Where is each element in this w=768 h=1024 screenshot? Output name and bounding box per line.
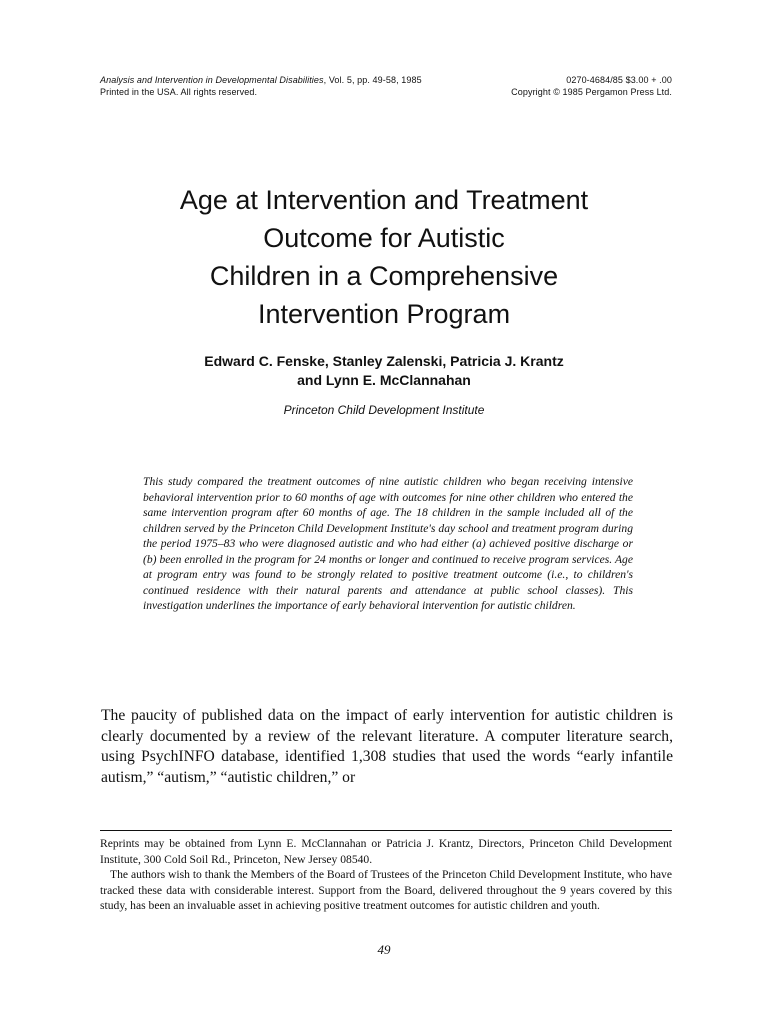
journal-name: Analysis and Intervention in Developmental Disabilities xyxy=(100,75,324,85)
title-line: Intervention Program xyxy=(257,299,511,329)
body-paragraph: The paucity of published data on the impact of early intervention for autistic children is clearly documented by a review of the relevant literature. A computer literature search, using PsychINFO database, identified 1,308 studies that used the words “early infantile autism,” “autism,” “autistic children,” or xyxy=(101,707,673,786)
page-number: 49 xyxy=(377,942,391,957)
journal-volume-details: , Vol. 5, pp. 49-58, 1985 xyxy=(323,75,422,85)
reprints-footnote: Reprints may be obtained from Lynn E. McClannahan or Patricia J. Krantz, Directors, Princeton Child Development Institute, 300 Cold Soil Rd., Princeton, New Jersey 08540. xyxy=(100,837,672,866)
title-line: Age at Intervention and Treatment xyxy=(179,185,589,215)
article-code: 0270-4684/85 $3.00 + .00 xyxy=(566,75,672,85)
printed-notice: Printed in the USA. All rights reserved. xyxy=(100,87,258,97)
abstract-text: This study compared the treatment outcomes of nine autistic children who began receiving intensive behavioral intervention prior to 60 months of age with outcomes for nine other children who entered the same intervention program after 60 months of age. The 18 children in the sample included all of the children served by the Princeton Child Development Institute's day school and treatment program during the period 1975–83 who were diagnosed autistic and who had either (a) achieved positive discharge or (b) been enrolled in the program for 24 months or longer and continued to receive program services. Age at program entry was found to be strongly related to positive treatment outcome (i.e., to children's continued residence with their natural parents and attendance at public school classes). This investigation underlines the importance of early behavioral intervention for autistic children. xyxy=(143,475,633,612)
author-line: and Lynn E. McClannahan xyxy=(297,372,471,388)
footnote-divider xyxy=(100,830,672,831)
copyright-notice: Copyright © 1985 Pergamon Press Ltd. xyxy=(511,87,672,97)
article-title xyxy=(84,181,684,333)
body-section xyxy=(101,706,673,788)
title-line: Children in a Comprehensive xyxy=(209,261,559,291)
title-line: Outcome for Autistic xyxy=(263,223,505,253)
affiliation: Princeton Child Development Institute xyxy=(283,403,485,417)
publisher-info xyxy=(432,74,672,98)
author-line: Edward C. Fenske, Stanley Zalenski, Patricia J. Krantz xyxy=(204,353,564,369)
abstract xyxy=(143,474,633,614)
footnotes xyxy=(100,836,672,914)
author-list xyxy=(84,352,684,390)
acknowledgment-footnote: The authors wish to thank the Members of the Board of Trustees of the Princeton Child Development Institute, who have tracked these data with considerable interest. Support from the Board, delivered throughout the 9 years covered by this study, has been an invaluable asset in achieving positive treatment outcomes for autistic children and youth. xyxy=(100,868,672,913)
